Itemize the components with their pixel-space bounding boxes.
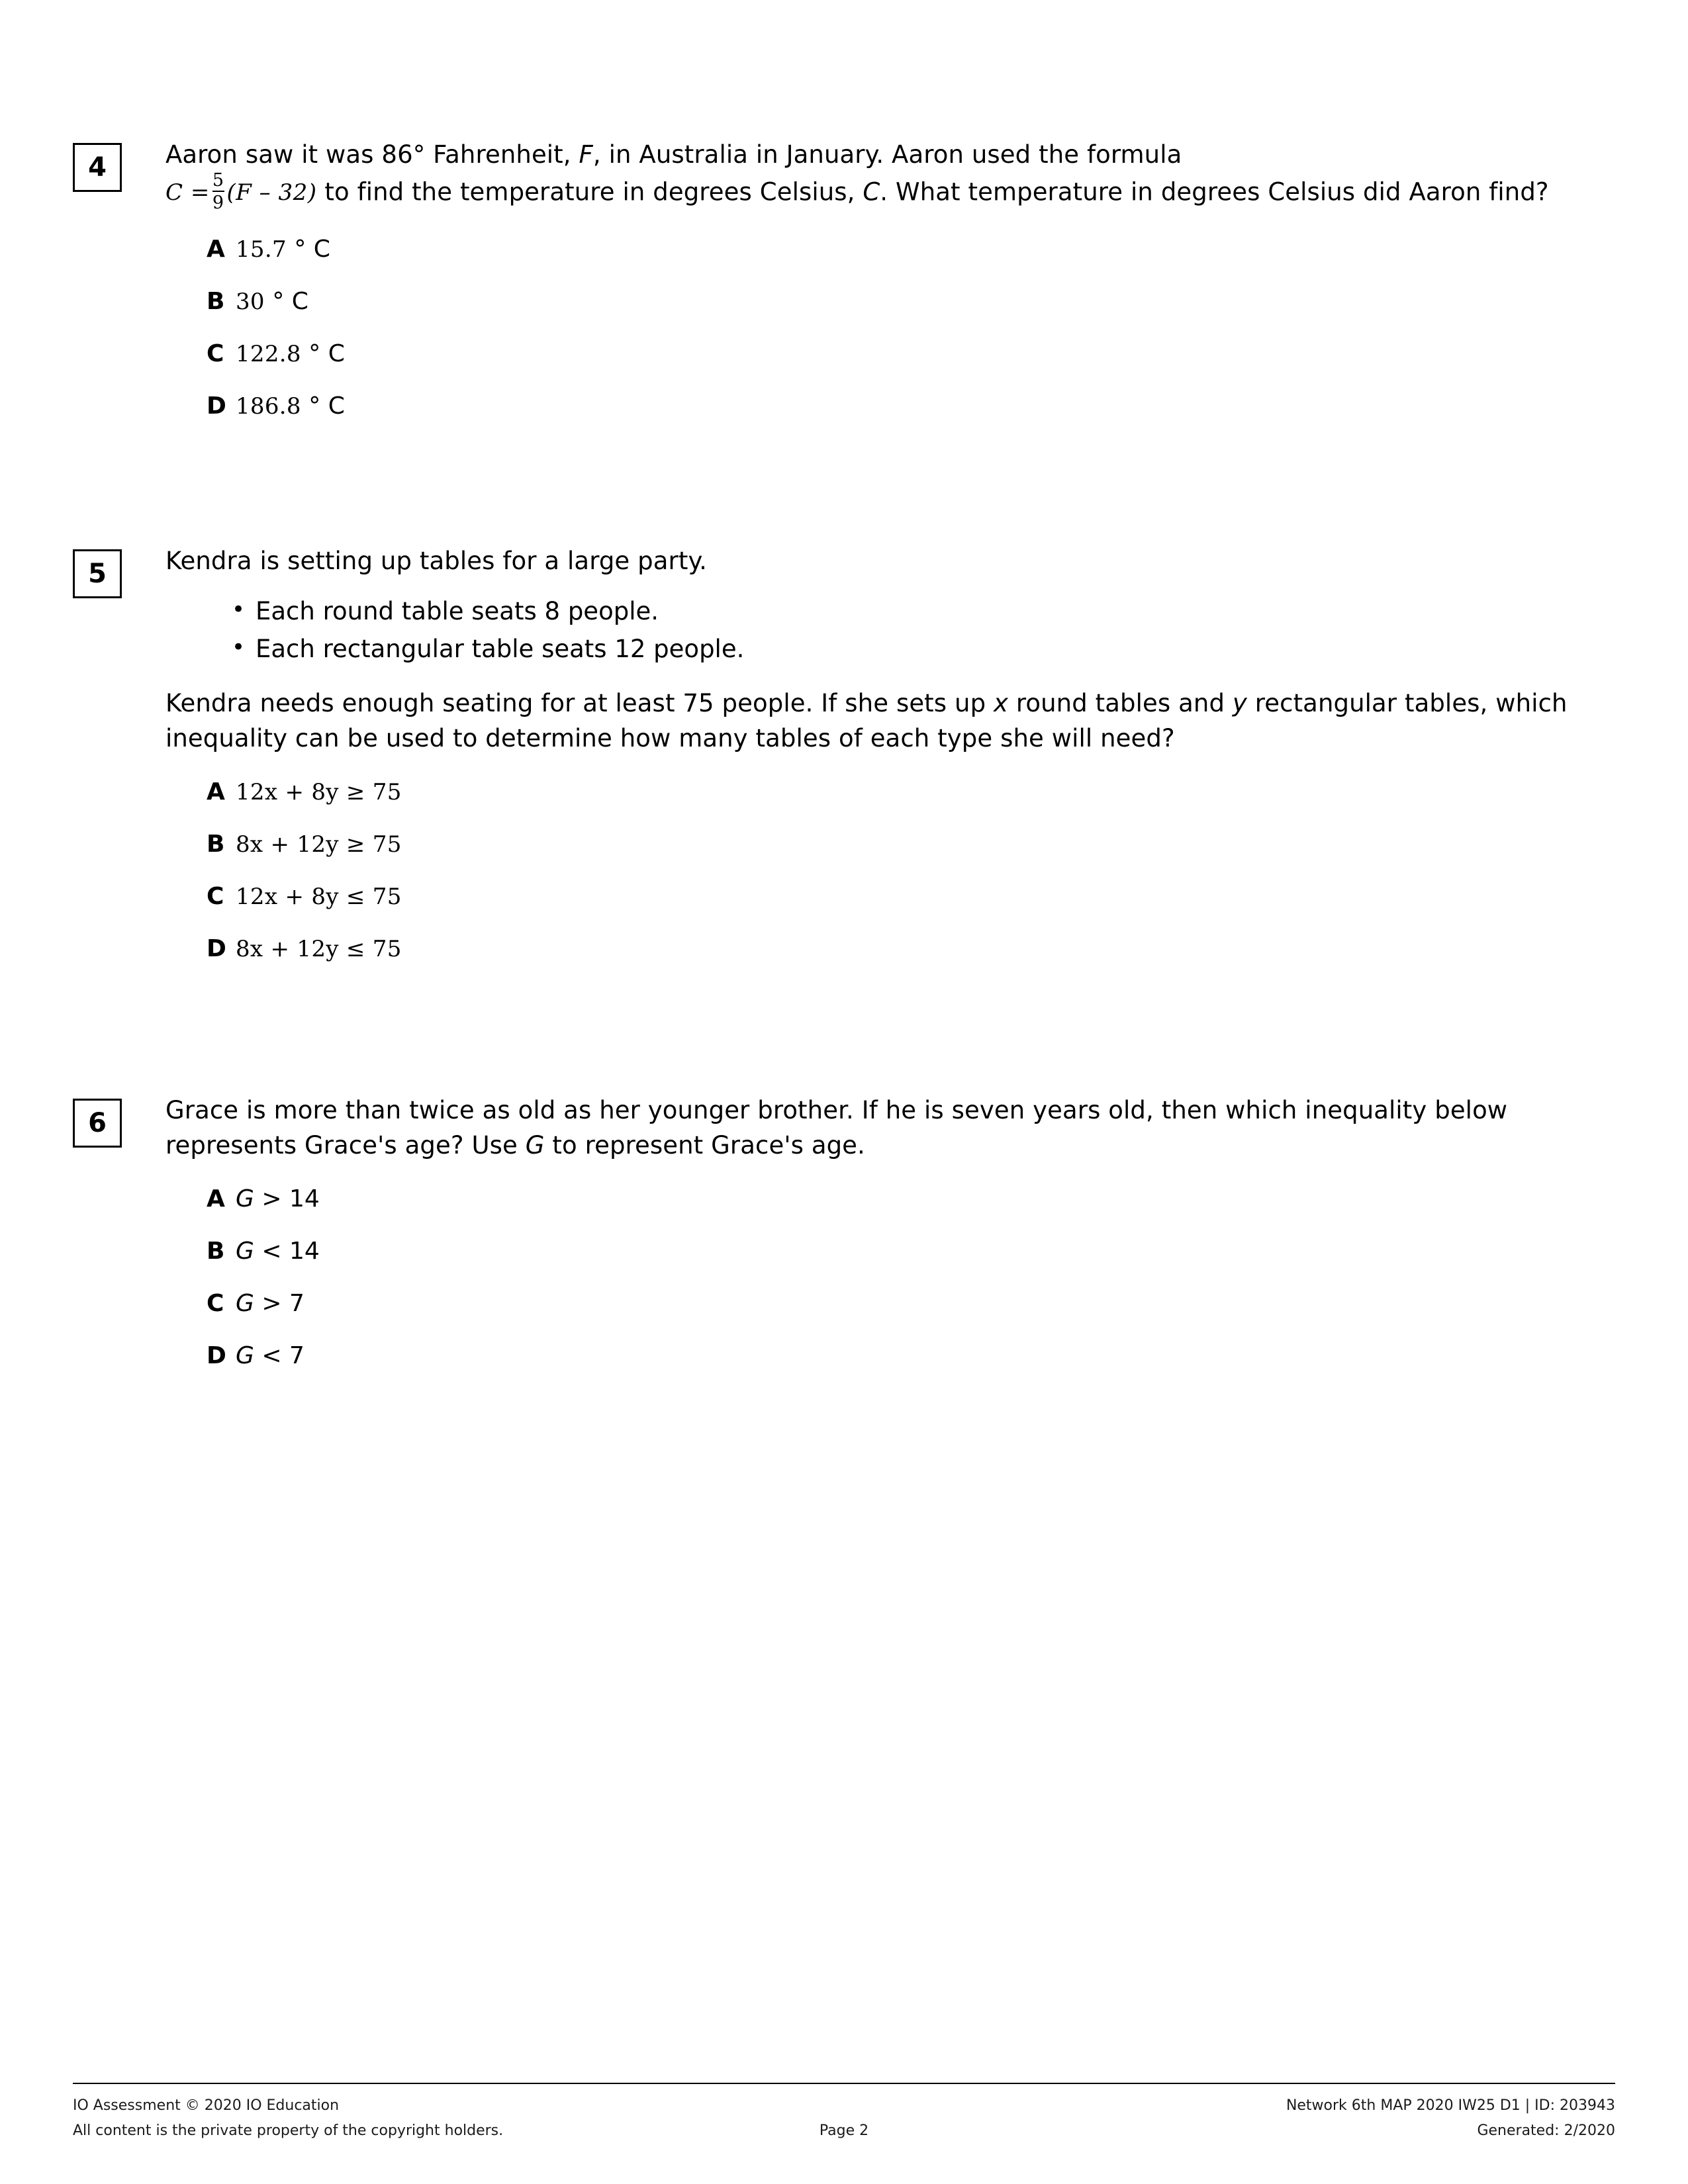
- choice-value: 186.8: [236, 392, 301, 420]
- choice-letter: C: [207, 1290, 224, 1318]
- formula-fraction: [212, 171, 224, 212]
- question-4-var-c: C: [863, 177, 880, 206]
- choice-rest: > 7: [254, 1290, 305, 1318]
- question-4-stem-part3: to find the temperature in degrees Celsius,: [316, 177, 863, 206]
- choice-text: [236, 236, 330, 263]
- question-5-stem-a: Kendra needs enough seating for at least 75 people. If she sets up: [165, 689, 994, 718]
- question-4-stem: [165, 138, 1615, 213]
- question-6-body: [165, 1093, 1615, 1394]
- choice-text: [236, 1185, 320, 1212]
- formula-denominator: 9: [212, 191, 224, 212]
- question-5: [73, 445, 1615, 988]
- choice-5-d[interactable]: [165, 935, 1615, 962]
- question-5-intro: Kendra is setting up tables for a large party.: [165, 546, 708, 575]
- choice-5-b[interactable]: [165, 831, 1615, 858]
- choice-letter: B: [207, 831, 225, 858]
- choice-letter: C: [207, 340, 224, 367]
- footer-property-notice: All content is the private property of the copyright holders.: [73, 2122, 504, 2139]
- footer-assessment-id: Network 6th MAP 2020 IW25 D1 | ID: 203943: [1286, 2097, 1615, 2115]
- question-6-choices: [165, 1185, 1615, 1369]
- question-4-stem-part4: . What temperature in degrees Celsius did Aaron find?: [880, 177, 1549, 206]
- question-number-6: 6: [73, 1099, 122, 1148]
- choice-variable: G: [236, 1342, 254, 1370]
- question-6-stem-a: Grace is more than twice as old as her younger brother. If he is seven years old, then which inequality below represents Grace's age? Use: [165, 1096, 1508, 1160]
- question-4-stem-part2: , in Australia in January. Aaron used the formula: [592, 140, 1182, 169]
- choice-unit: ° C: [294, 235, 330, 263]
- formula-lead: C =: [165, 179, 210, 206]
- footer-divider: [73, 2083, 1615, 2084]
- choice-text: [236, 392, 345, 420]
- question-6-stem: [165, 1093, 1615, 1163]
- question-4-formula: [165, 169, 317, 213]
- question-5-stem-b: round tables and: [1008, 689, 1233, 718]
- question-number-5: 5: [73, 549, 122, 598]
- question-4: [73, 0, 1615, 445]
- choice-expression: 8x + 12y ≥ 75: [236, 831, 402, 858]
- footer-content: [73, 2093, 1615, 2143]
- list-item: • Each round table seats 8 people.: [232, 594, 1615, 629]
- footer-copyright: IO Assessment © 2020 IO Education: [73, 2097, 340, 2115]
- choice-variable: G: [236, 1290, 254, 1318]
- choice-unit: ° C: [308, 392, 345, 420]
- question-5-stem-c: rectangular tables, which inequality can be used to determine how many tables of each type she will need?: [165, 689, 1568, 752]
- footer-row-top: [73, 2093, 1615, 2118]
- choice-letter: A: [207, 778, 225, 806]
- choice-5-c[interactable]: [165, 883, 1615, 910]
- question-5-bullet-list: [165, 594, 1615, 666]
- question-5-stem: [165, 686, 1615, 756]
- question-4-stem-part1: Aaron saw it was 86° Fahrenheit,: [165, 140, 579, 169]
- choice-letter: A: [207, 235, 225, 263]
- choice-letter: B: [207, 1238, 225, 1265]
- choice-4-d[interactable]: [165, 392, 1615, 420]
- choice-6-c[interactable]: [165, 1290, 1615, 1317]
- choice-unit: ° C: [308, 340, 345, 367]
- question-4-body: [165, 138, 1615, 445]
- footer-generated-date: Generated: 2/2020: [1477, 2122, 1615, 2139]
- choice-letter: D: [207, 935, 226, 963]
- choice-4-a[interactable]: [165, 236, 1615, 263]
- choice-4-c[interactable]: [165, 340, 1615, 367]
- choice-variable: G: [236, 1238, 254, 1265]
- choice-rest: < 14: [254, 1238, 320, 1265]
- choice-text: [236, 1238, 320, 1265]
- choice-text: [236, 1342, 305, 1369]
- footer-row-bottom: [73, 2118, 1615, 2143]
- page-footer: [73, 2083, 1615, 2143]
- formula-numerator: 5: [212, 169, 224, 191]
- choice-4-b[interactable]: [165, 288, 1615, 315]
- choice-5-a[interactable]: [165, 778, 1615, 805]
- choice-6-b[interactable]: [165, 1238, 1615, 1265]
- footer-page-number: Page 2: [819, 2122, 869, 2139]
- choice-letter: C: [207, 883, 224, 911]
- choice-letter: B: [207, 287, 225, 315]
- choice-letter: D: [207, 1342, 226, 1370]
- choice-expression: 12x + 8y ≥ 75: [236, 779, 402, 806]
- question-6-var-g: G: [525, 1130, 545, 1160]
- choice-text: [236, 1290, 305, 1317]
- choice-rest: > 14: [254, 1185, 320, 1213]
- choice-unit: ° C: [272, 287, 308, 315]
- choice-text: [236, 288, 308, 315]
- question-5-var-y: y: [1232, 689, 1247, 718]
- formula-tail: (F – 32): [226, 179, 317, 206]
- list-item: • Each rectangular table seats 12 people.: [232, 632, 1615, 667]
- question-6: [73, 987, 1615, 1394]
- choice-value: 122.8: [236, 340, 301, 367]
- question-4-var-f: F: [579, 140, 593, 169]
- choice-6-a[interactable]: [165, 1185, 1615, 1212]
- choice-value: 30: [236, 288, 265, 315]
- choice-variable: G: [236, 1185, 254, 1213]
- question-5-var-x: x: [994, 689, 1009, 718]
- choice-expression: 12x + 8y ≤ 75: [236, 884, 402, 911]
- choice-expression: 8x + 12y ≤ 75: [236, 936, 402, 963]
- choice-text: [236, 340, 345, 367]
- question-4-choices: [165, 236, 1615, 420]
- question-5-choices: [165, 778, 1615, 962]
- question-5-body: [165, 544, 1615, 988]
- choice-6-d[interactable]: [165, 1342, 1615, 1369]
- question-number-4: 4: [73, 143, 122, 192]
- choice-rest: < 7: [254, 1342, 305, 1370]
- question-6-stem-b: to represent Grace's age.: [544, 1130, 865, 1160]
- choice-value: 15.7: [236, 236, 287, 263]
- choice-letter: A: [207, 1185, 225, 1213]
- choice-letter: D: [207, 392, 226, 420]
